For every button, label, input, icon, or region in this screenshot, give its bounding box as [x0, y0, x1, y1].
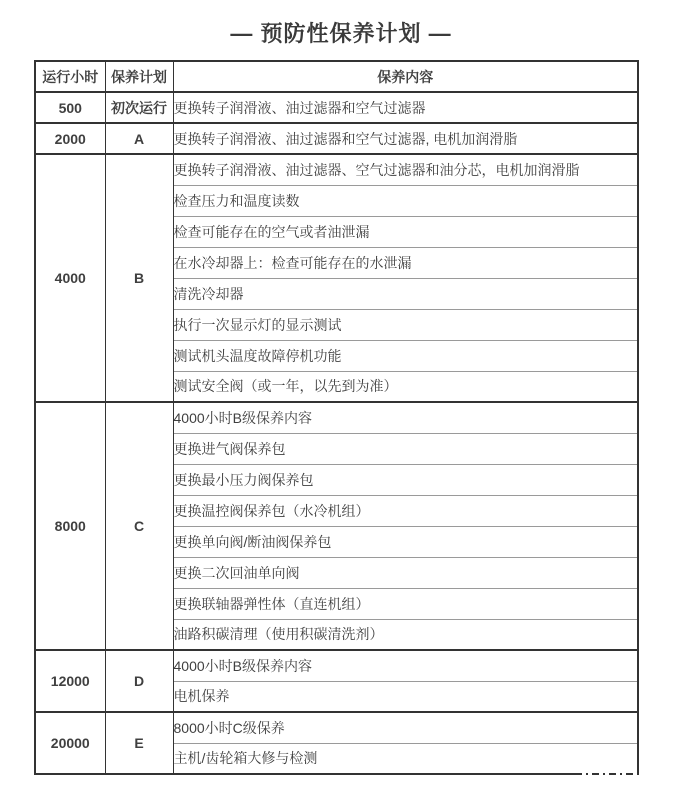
page-title: — 预防性保养计划 —: [230, 21, 452, 46]
plan-cell: B: [105, 154, 173, 402]
hours-cell: 500: [35, 92, 105, 123]
plan-cell: C: [105, 402, 173, 650]
plan-cell: D: [105, 650, 173, 712]
content-cell: 更换转子润滑液、油过滤器和空气过滤器: [173, 92, 638, 123]
maintenance-table-wrapper: [34, 60, 639, 775]
content-cell: 8000小时C级保养: [173, 712, 638, 743]
content-cell: 更换最小压力阀保养包: [173, 464, 638, 495]
content-cell: 电机保养: [173, 681, 638, 712]
header-hours: 运行小时: [35, 61, 105, 92]
header-plan: 保养计划: [105, 61, 173, 92]
table-row: [35, 92, 638, 123]
table-row: [35, 712, 638, 743]
hours-cell: 2000: [35, 123, 105, 154]
content-cell: 油路积碳清理（使用积碳清洗剂）: [173, 619, 638, 650]
hours-cell: 8000: [35, 402, 105, 650]
content-cell: 检查可能存在的空气或者油泄漏: [173, 216, 638, 247]
content-cell: 更换转子润滑液、油过滤器和空气过滤器, 电机加润滑脂: [173, 123, 638, 154]
content-cell: 主机/齿轮箱大修与检测: [173, 743, 638, 774]
content-cell: 检查压力和温度读数: [173, 185, 638, 216]
plan-cell: 初次运行: [105, 92, 173, 123]
table-row: [35, 154, 638, 185]
content-cell: 清洗冷却器: [173, 278, 638, 309]
table-row: [35, 650, 638, 681]
header-row: [35, 61, 638, 92]
content-cell: 执行一次显示灯的显示测试: [173, 309, 638, 340]
content-cell: 更换进气阀保养包: [173, 433, 638, 464]
plan-cell: A: [105, 123, 173, 154]
table-body: [35, 92, 638, 774]
plan-cell: E: [105, 712, 173, 774]
content-cell: 测试安全阀（或一年，以先到为准）: [173, 371, 638, 402]
bottom-border-dash-segment: [575, 773, 637, 775]
content-cell: 在水冷却器上：检查可能存在的水泄漏: [173, 247, 638, 278]
content-cell: 4000小时B级保养内容: [173, 402, 638, 433]
header-content: 保养内容: [173, 61, 638, 92]
hours-cell: 4000: [35, 154, 105, 402]
maintenance-table: [34, 60, 639, 775]
content-cell: 更换联轴器弹性体（直连机组）: [173, 588, 638, 619]
content-cell: 更换二次回油单向阀: [173, 557, 638, 588]
content-cell: 更换单向阀/断油阀保养包: [173, 526, 638, 557]
hours-cell: 12000: [35, 650, 105, 712]
content-cell: 更换温控阀保养包（水冷机组）: [173, 495, 638, 526]
table-header: [35, 61, 638, 92]
content-cell: 4000小时B级保养内容: [173, 650, 638, 681]
table-row: [35, 402, 638, 433]
hours-cell: 20000: [35, 712, 105, 774]
content-cell: 更换转子润滑液、油过滤器、空气过滤器和油分芯，电机加润滑脂: [173, 154, 638, 185]
content-cell: 测试机头温度故障停机功能: [173, 340, 638, 371]
table-row: [35, 123, 638, 154]
